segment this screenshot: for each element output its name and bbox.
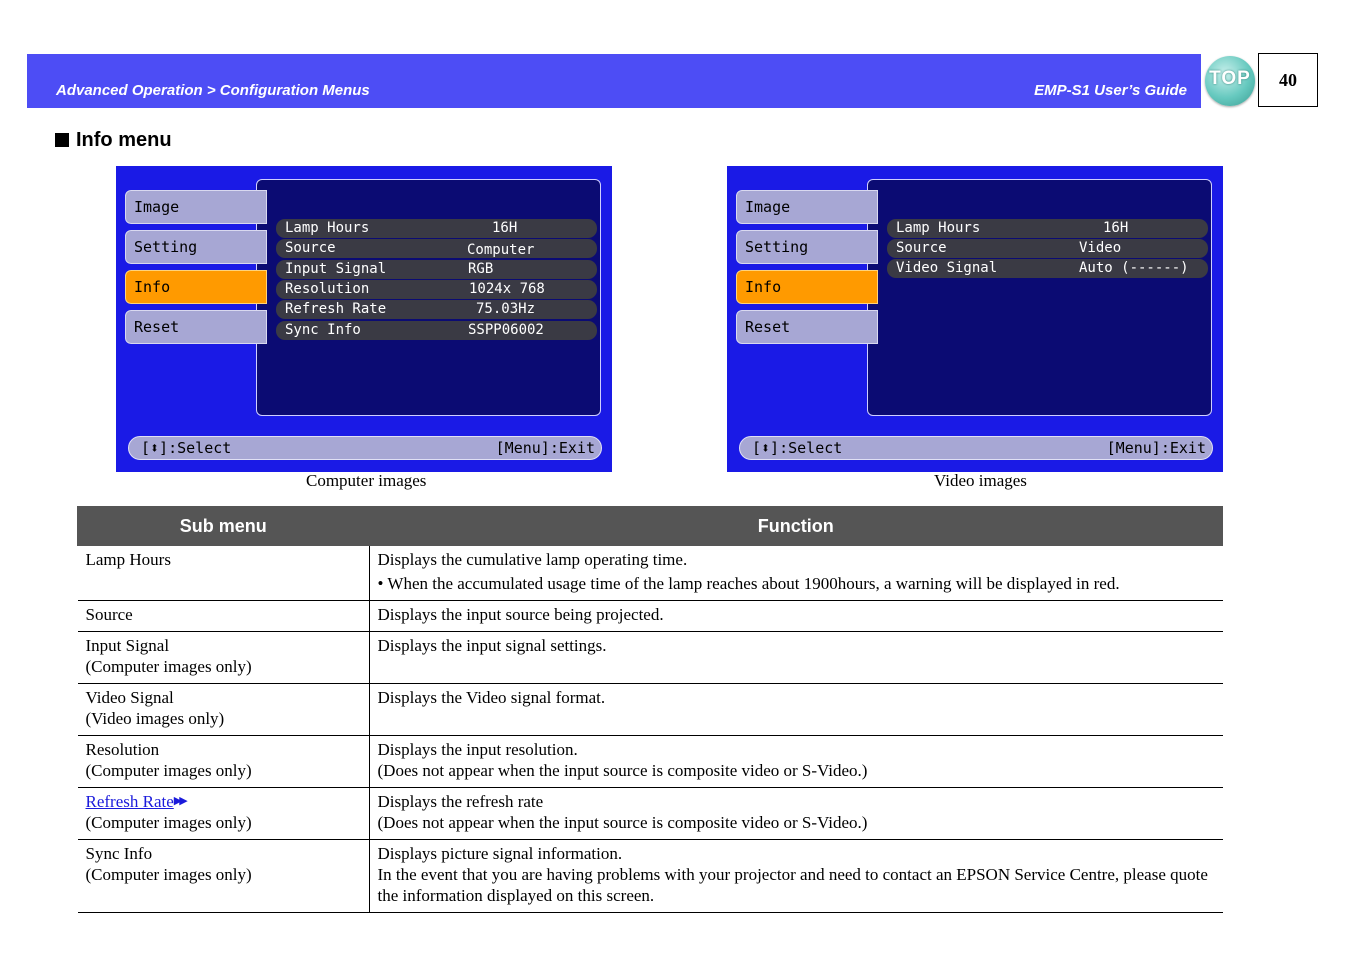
function-cell (369, 684, 1223, 736)
function-cell (369, 788, 1223, 840)
row-label: Source (896, 240, 947, 256)
sub-menu-name: Video Signal (85, 688, 174, 707)
function-text: Displays the refresh rate (377, 792, 544, 811)
table-row (78, 632, 1223, 684)
function-note: (Does not appear when the input source is composite video or S-Video.) (377, 761, 868, 780)
menu-item-info[interactable]: Info (736, 270, 878, 304)
menu-item-setting[interactable]: Setting (125, 230, 267, 264)
menu-item-reset[interactable]: Reset (125, 310, 267, 344)
row-value: 75.03Hz (476, 301, 536, 317)
sub-menu-cell (78, 736, 370, 788)
sub-menu-note: (Computer images only) (85, 657, 252, 676)
menu-item-reset[interactable]: Reset (736, 310, 878, 344)
function-note: In the event that you are having problems with your projector and need to contact an EPSON Service Centre, please quote the information displayed on this screen. (377, 865, 1208, 905)
sub-menu-note: (Computer images only) (85, 761, 252, 780)
status-bar (739, 436, 1213, 460)
sub-menu-cell (78, 684, 370, 736)
row-label: Source (285, 240, 336, 256)
video-images-screen (727, 166, 1223, 472)
select-hint: [⬍]:Select (141, 439, 232, 457)
function-note: (Does not appear when the input source is composite video or S-Video.) (377, 813, 868, 832)
function-cell (369, 601, 1223, 632)
function-cell (369, 736, 1223, 788)
row-label: Video Signal (896, 260, 998, 276)
guide-title: EMP-S1 User’s Guide (1034, 82, 1187, 99)
function-text: Displays the input signal settings. (377, 636, 607, 655)
square-bullet-icon (55, 133, 69, 147)
menu-item-setting[interactable]: Setting (736, 230, 878, 264)
menu-item-info[interactable]: Info (125, 270, 267, 304)
row-value: SSPP06002 (468, 322, 544, 338)
exit-hint: [Menu]:Exit (1106, 439, 1206, 457)
row-label: Sync Info (285, 322, 361, 338)
info-row-sync-info (276, 321, 597, 340)
info-row-source (887, 239, 1208, 258)
glossary-arrow-icon: ▶▶ (173, 795, 185, 807)
row-value: RGB (468, 261, 494, 277)
table-row (78, 788, 1223, 840)
info-row-refresh-rate (276, 300, 597, 319)
page-number: 40 (1258, 53, 1318, 107)
info-row-video-signal (887, 259, 1208, 278)
header-bar (27, 54, 1201, 108)
info-row-lamp-hours (276, 219, 597, 238)
row-value: Computer (467, 242, 535, 258)
sub-menu-cell (78, 601, 370, 632)
caption-video-images: Video images (934, 471, 1027, 490)
info-row-resolution (276, 280, 597, 299)
row-value: 16H (1103, 220, 1129, 236)
table-row (78, 840, 1223, 913)
menu-item-image[interactable]: Image (125, 190, 267, 224)
section-title: Info menu (76, 129, 172, 151)
sub-menu-note: (Computer images only) (85, 865, 252, 884)
function-cell (369, 546, 1223, 601)
info-menu-table (77, 506, 1223, 913)
row-label: Resolution (285, 281, 370, 297)
table-row (78, 601, 1223, 632)
row-value: Auto (------) (1079, 260, 1189, 276)
row-label: Refresh Rate (285, 301, 387, 317)
table-row (78, 546, 1223, 601)
row-value: 1024x 768 (469, 281, 545, 297)
sub-menu-name: Input Signal (85, 636, 170, 655)
refresh-rate-link[interactable]: Refresh Rate (85, 792, 174, 811)
menu-item-image[interactable]: Image (736, 190, 878, 224)
function-text: Displays the cumulative lamp operating time. (377, 550, 688, 569)
top-button-label: TOP (1209, 68, 1251, 89)
sub-menu-cell (78, 840, 370, 913)
sub-menu-cell (78, 546, 370, 601)
sub-menu-cell (78, 788, 370, 840)
function-text: Displays the input source being projected. (377, 605, 664, 624)
sub-menu-name: Resolution (85, 740, 160, 759)
top-button[interactable] (1205, 56, 1255, 106)
sub-menu-name: Sync Info (85, 844, 153, 863)
function-text: Displays the Video signal format. (377, 688, 606, 707)
caption-computer-images: Computer images (306, 471, 427, 490)
function-cell (369, 632, 1223, 684)
info-panel (867, 179, 1212, 416)
exit-hint: [Menu]:Exit (495, 439, 595, 457)
function-cell (369, 840, 1223, 913)
select-hint: [⬍]:Select (752, 439, 843, 457)
row-label: Input Signal (285, 261, 387, 277)
table-row (78, 684, 1223, 736)
row-value: 16H (492, 220, 518, 236)
sub-menu-name: Source (85, 605, 133, 624)
computer-images-screen (116, 166, 612, 472)
info-row-input-signal (276, 260, 597, 279)
row-label: Lamp Hours (896, 220, 981, 236)
row-value: Video (1079, 240, 1122, 256)
sub-menu-name: Lamp Hours (85, 550, 171, 569)
header-sub-menu: Sub menu (78, 507, 370, 546)
sub-menu-cell (78, 632, 370, 684)
info-row-source (276, 239, 597, 258)
sub-menu-note: (Computer images only) (85, 813, 252, 832)
info-panel (256, 179, 601, 416)
table-header-row (78, 507, 1223, 546)
function-text: Displays the input resolution. (377, 740, 578, 759)
section-heading (55, 129, 172, 152)
row-label: Lamp Hours (285, 220, 370, 236)
header-function: Function (369, 507, 1223, 546)
status-bar (128, 436, 602, 460)
function-text: Displays picture signal information. (377, 844, 623, 863)
function-note: • When the accumulated usage time of the lamp reaches about 1900hours, a warning will be displayed in red. (377, 574, 1120, 593)
info-row-lamp-hours (887, 219, 1208, 238)
sub-menu-note: (Video images only) (85, 709, 225, 728)
breadcrumb: Advanced Operation > Configuration Menus (56, 82, 370, 99)
table-row (78, 736, 1223, 788)
